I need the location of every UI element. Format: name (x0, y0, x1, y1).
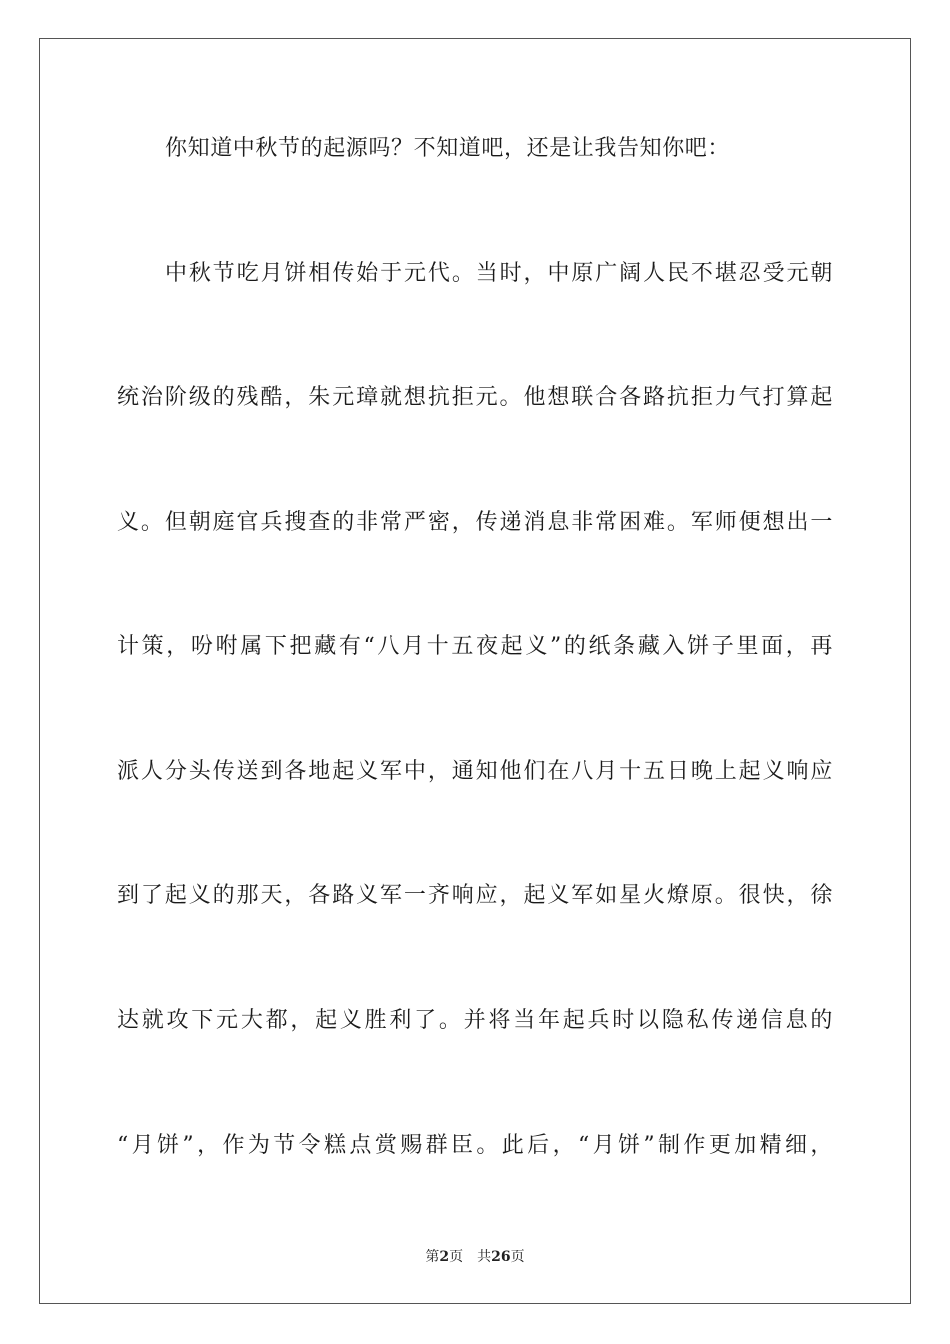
page-total-prefix: 共 (477, 1249, 492, 1265)
text-line-5: 计策，吩咐属下把藏有“八月十五夜起义”的纸条藏入饼子里面，再 (117, 634, 833, 659)
text-line-4: 义。但朝庭官兵搜查的非常严密，传递消息非常困难。军师便想出一 (117, 510, 833, 535)
text-line-8: 达就攻下元大都，起义胜利了。并将当年起兵时以隐私传递信息的 (117, 1008, 833, 1033)
text-line-2: 中秋节吃月饼相传始于元代。当时，中原广阔人民不堪忍受元朝 (165, 261, 833, 286)
page-total-suffix: 页 (510, 1249, 525, 1265)
text-line-7: 到了起义的那天，各路义军一齐响应，起义军如星火燎原。很快，徐 (117, 883, 833, 908)
text-line-9: “月饼”，作为节令糕点赏赐群臣。此后，“月饼”制作更加精细， (117, 1133, 833, 1158)
page-number-suffix: 页 (449, 1249, 464, 1265)
text-line-1: 你知道中秋节的起源吗？不知道吧，还是让我告知你吧： (165, 136, 731, 161)
page-total: 26 (491, 1249, 511, 1265)
text-line-6: 派人分头传送到各地起义军中，通知他们在八月十五日晚上起义响应 (117, 759, 833, 784)
page-border (39, 38, 911, 1304)
page-number-prefix: 第 (425, 1249, 440, 1265)
page-footer (0, 1247, 950, 1267)
page-number-current: 2 (439, 1249, 450, 1265)
text-line-3: 统治阶级的残酷，朱元璋就想抗拒元。他想联合各路抗拒力气打算起 (117, 385, 833, 410)
